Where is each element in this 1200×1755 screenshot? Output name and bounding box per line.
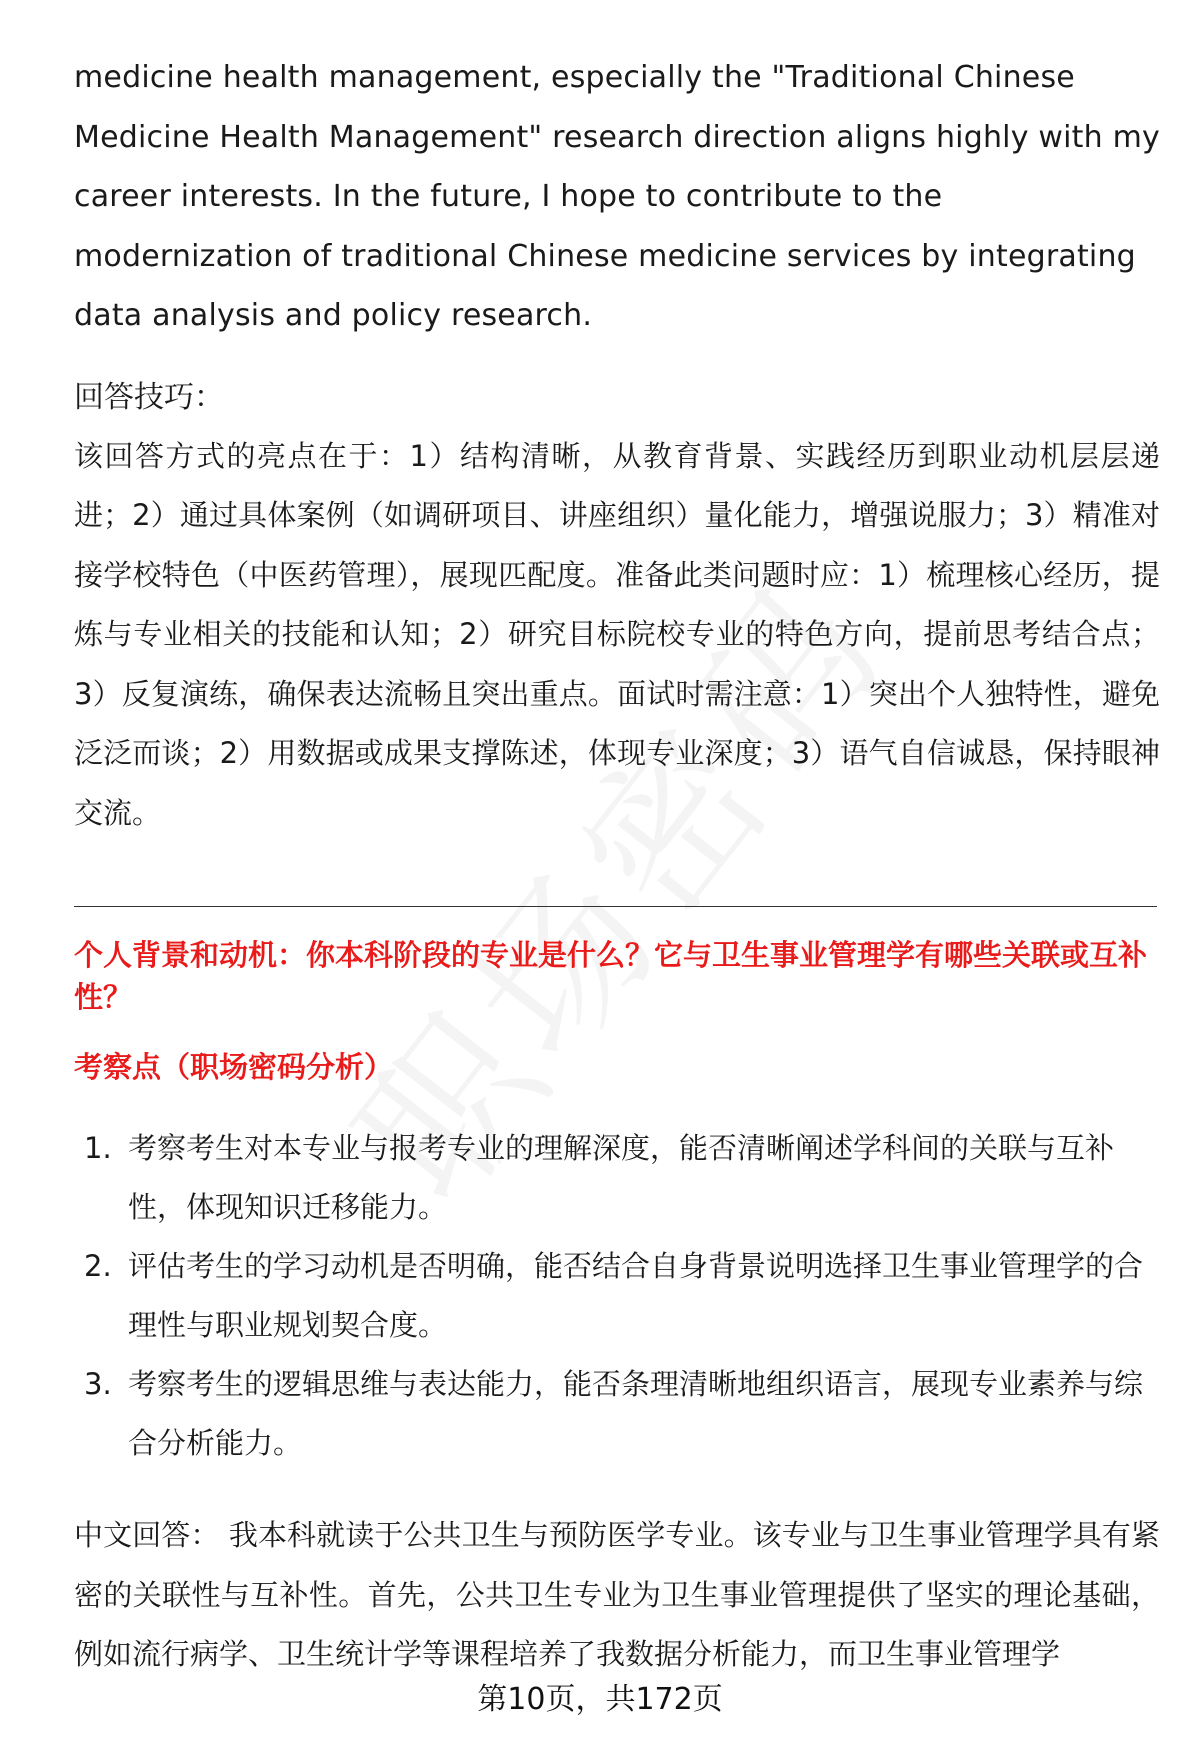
upper-content <box>74 48 1160 843</box>
section-divider <box>74 906 1157 907</box>
tips-label: 回答技巧： <box>74 379 224 415</box>
list-item-text: 评估考生的学习动机是否明确，能否结合自身背景说明选择卫生事业管理学的合理性与职业规划契合度。 <box>128 1249 1144 1342</box>
tips-body: 该回答方式的亮点在于：1）结构清晰，从教育背景、实践经历到职业动机层层递进；2）通过具体案例（如调研项目、讲座组织）量化能力，增强说服力；3）精准对接学校特色（中医药管理），展现匹配度。准备此类问题时应：1）梳理核心经历，提炼与专业相关的技能和认知；2）研究目标院校专业的特色方向，提前思考结合点；3）反复演练，确保表达流畅且突出重点。面试时需注意：1）突出个人独特性，避免泛泛而谈；2）用数据或成果支撑陈述，体现专业深度；3）语气自信诚恳，保持眼神交流。 <box>74 438 1160 830</box>
intro-paragraph: medicine health management, especially the "Traditional Chinese Medicine Health Management" research direction aligns highly with my career interests. In the future, I hope to contribute to the modernization of traditional Chinese medicine services by integrating data analysis and policy research. <box>74 60 1160 333</box>
answer-label: 中文回答： <box>74 1518 220 1552</box>
list-item <box>74 1355 1160 1473</box>
list-item-text: 考察考生对本专业与报考专业的理解深度，能否清晰阐述学科间的关联与互补性，体现知识迁移能力。 <box>128 1131 1115 1224</box>
analysis-points-list <box>74 1119 1160 1473</box>
question-heading: 个人背景和动机：你本科阶段的专业是什么？它与卫生事业管理学有哪些关联或互补性？ <box>74 938 1148 1014</box>
list-item <box>74 1119 1160 1237</box>
list-item <box>74 1237 1160 1355</box>
answer-body: 我本科就读于公共卫生与预防医学专业。该专业与卫生事业管理学具有紧密的关联性与互补性。首先，公共卫生专业为卫生事业管理提供了坚实的理论基础，例如流行病学、卫生统计学等课程培养了我数据分析能力，而卫生事业管理学 <box>74 1518 1160 1671</box>
list-item-number: 2. <box>84 1249 112 1283</box>
list-item-text: 考察考生的逻辑思维与表达能力，能否条理清晰地组织语言，展现专业素养与综合分析能力。 <box>128 1367 1144 1460</box>
list-item-number: 3. <box>84 1367 112 1401</box>
analysis-title: 考察点（职场密码分析） <box>74 1050 394 1084</box>
answer-paragraph <box>74 1506 1160 1685</box>
page-number-footer: 第10页，共172页 <box>477 1682 723 1717</box>
list-item-number: 1. <box>84 1131 112 1165</box>
